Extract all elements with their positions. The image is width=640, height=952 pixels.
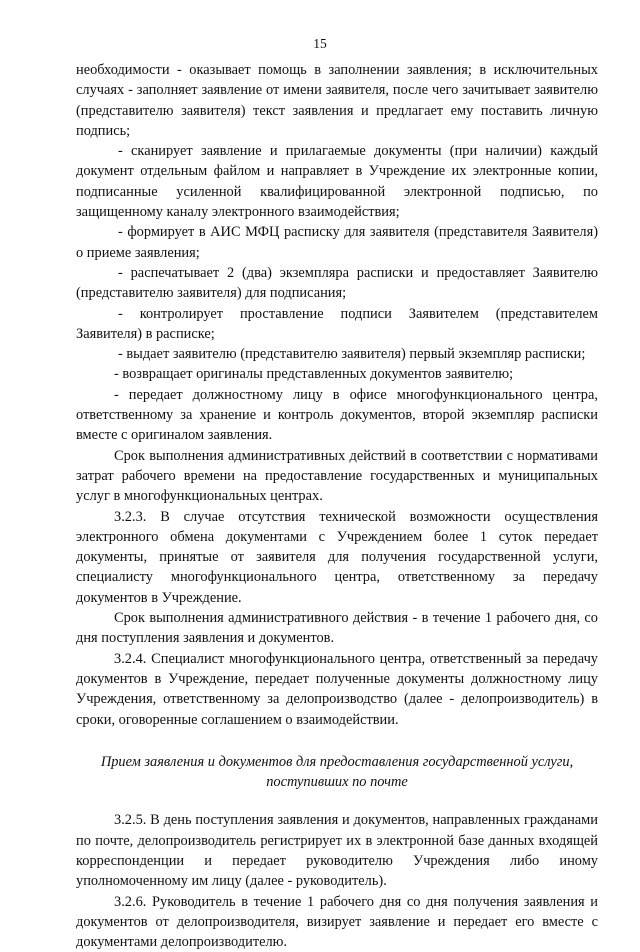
page-number: 15	[313, 36, 327, 51]
document-body	[76, 60, 598, 952]
paragraph: 3.2.4. Специалист многофункционального центра, ответственный за передачу документов в Учреждение, передает полученные документы должностному лицу Учреждения, ответственному за делопроизводство (далее - делопроизводитель) в сроки, оговоренные соглашением о взаимодействии.	[76, 650, 598, 728]
paragraph: необходимости - оказывает помощь в заполнении заявления; в исключительных случаях - заполняет заявление от имени заявителя, после чего зачитывает заявителю (представителю заявителя) текст заявления и предлагает ему поставить личную подпись;	[76, 62, 598, 139]
list-item: - выдает заявителю (представителю заявителя) первый экземпляр расписки;	[118, 346, 586, 363]
paragraph: 3.2.5. В день поступления заявления и документов, направленных гражданами по почте, делопроизводитель регистрирует их в электронной базе данных входящей корреспонденции и передает руководителю Учреждения либо иному уполномоченному им лицу (далее - руководитель).	[76, 812, 598, 890]
paragraph: Срок выполнения административного действия - в течение 1 рабочего дня, со дня поступления заявления и документов.	[76, 610, 598, 647]
list-item: - сканирует заявление и прилагаемые документы (при наличии) каждый документ отдельным файлом и направляет в Учреждение их электронные копии, подписанные усиленной квалифицированной электронной подписью, по защищенному каналу электронного взаимодействия;	[76, 143, 598, 221]
list-item: - формирует в АИС МФЦ расписку для заявителя (представителя Заявителя) о приеме заявления;	[76, 224, 598, 261]
paragraph: 3.2.3. В случае отсутствия технической возможности осуществления электронного обмена документами с Учреждением более 1 суток передает документы, принятые от заявителя для получения государственной услуги, специалисту многофункционального центра, ответственному за передачу документов в Учреждение.	[76, 508, 598, 606]
list-item: - распечатывает 2 (два) экземпляра расписки и предоставляет Заявителю (представителю заявителя) для подписания;	[76, 264, 598, 302]
list-item: - передает должностному лицу в офисе многофункционального центра, ответственному за хранение и контроль документов, второй экземпляр расписки вместе с оригиналом заявления.	[76, 386, 598, 444]
paragraph: 3.2.6. Руководитель в течение 1 рабочего дня со дня получения заявления и документов от делопроизводителя, визирует заявление и передает его вместе с документами делопроизводителю.	[76, 893, 598, 951]
paragraph: Срок выполнения административных действий в соответствии с нормативами затрат рабочего времени на предоставление государственных и муниципальных услуг в многофункциональных центрах.	[76, 447, 598, 505]
list-item: - возвращает оригиналы представленных документов заявителю;	[114, 366, 514, 383]
section-heading: Прием заявления и документов для предоставления государственной услуги, поступивших по почте	[100, 753, 574, 791]
list-item: - контролирует проставление подписи Заявителем (представителем Заявителя) в расписке;	[76, 305, 598, 342]
